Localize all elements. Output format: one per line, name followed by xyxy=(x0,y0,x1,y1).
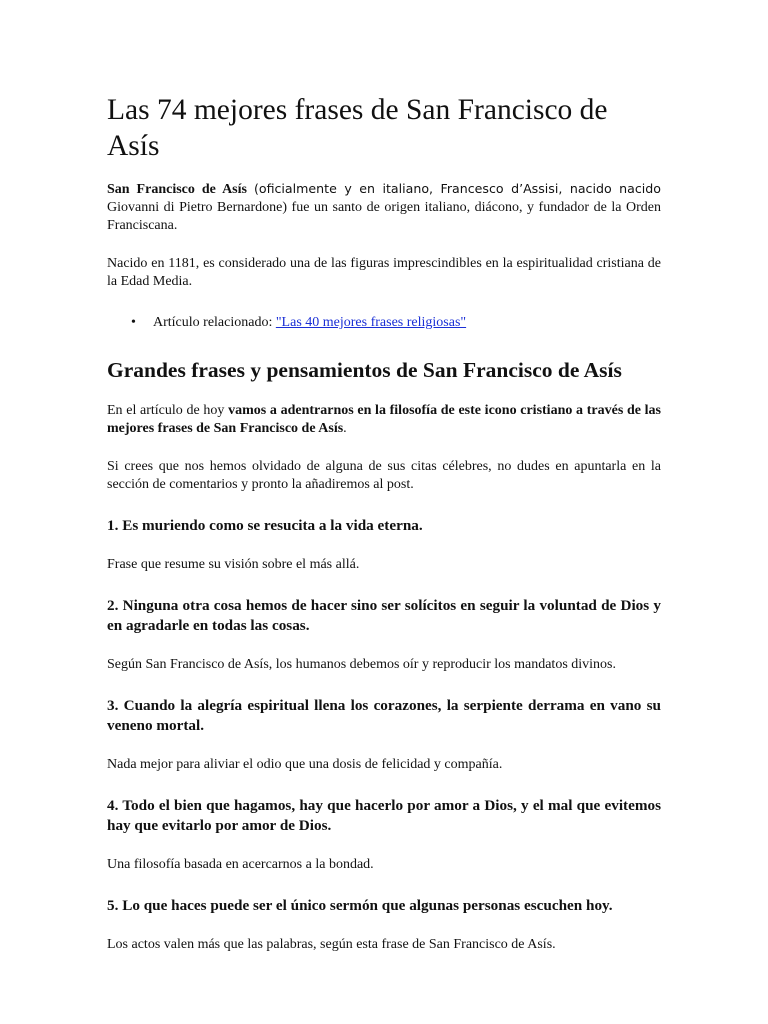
bullet-icon: • xyxy=(131,315,136,330)
quotes-list xyxy=(107,516,661,954)
quote-item xyxy=(107,696,661,774)
related-list xyxy=(107,314,661,332)
related-label: Artículo relacionado: xyxy=(153,315,276,330)
document-page xyxy=(107,92,661,954)
quote-description: Una filosofía basada en acercarnos a la bondad. xyxy=(107,857,374,872)
related-article-link[interactable]: "Las 40 mejores frases religiosas" xyxy=(275,315,467,330)
quote-heading: 1. Es muriendo como se resucita a la vida eterna. xyxy=(107,517,423,534)
intro-bold-name: San Francisco de Asís xyxy=(107,182,247,197)
quote-heading: 2. Ninguna otra cosa hemos de hacer sino ser solícitos en seguir la voluntad de Dios y en agradarle en todas las cosas. xyxy=(107,597,661,634)
intro-rest: Giovanni di Pietro Bernardone) fue un santo de origen italiano, diácono, y fundador de la Orden Franciscana. xyxy=(107,200,661,233)
quote-heading: 4. Todo el bien que hagamos, hay que hacerlo por amor a Dios, y el mal que evitemos hay que evitarlo por amor de Dios. xyxy=(107,797,661,834)
intro-parenthetical: (oficialmente y en italiano, Francesco d’Assisi, nacido nacido xyxy=(253,181,661,196)
birth-paragraph: Nacido en 1181, es considerado una de las figuras imprescindibles en la espiritualidad cristiana de la Edad Media. xyxy=(107,256,661,289)
quote-description: Nada mejor para aliviar el odio que una dosis de felicidad y compañía. xyxy=(107,757,503,772)
intro-paragraph xyxy=(107,180,661,235)
quote-item xyxy=(107,596,661,674)
section-intro-end: . xyxy=(343,421,347,436)
section-intro-paragraph xyxy=(107,402,661,438)
quote-description: Según San Francisco de Asís, los humanos debemos oír y reproducir los mandatos divinos. xyxy=(107,657,616,672)
page-title: Las 74 mejores frases de San Francisco de Asís xyxy=(107,94,608,162)
quote-item xyxy=(107,516,661,574)
quote-description: Los actos valen más que las palabras, según esta frase de San Francisco de Asís. xyxy=(107,937,556,952)
quote-description: Frase que resume su visión sobre el más allá. xyxy=(107,557,360,572)
section-intro-lead: En el artículo de hoy xyxy=(107,403,229,418)
quote-item xyxy=(107,896,661,954)
comments-paragraph: Si crees que nos hemos olvidado de alguna de sus citas célebres, no dudes en apuntarla en la sección de comentarios y pronto la añadiremos al post. xyxy=(107,459,661,492)
section-intro-bold: vamos a adentrarnos en la filosofía de este icono cristiano a través de las mejores frases de San Francisco de Asís xyxy=(107,403,661,436)
quote-heading: 3. Cuando la alegría espiritual llena los corazones, la serpiente derrama en vano su veneno mortal. xyxy=(107,697,661,734)
quote-heading: 5. Lo que haces puede ser el único sermón que algunas personas escuchen hoy. xyxy=(107,897,613,914)
related-list-item xyxy=(131,314,661,332)
section-heading: Grandes frases y pensamientos de San Francisco de Asís xyxy=(107,358,622,382)
quote-item xyxy=(107,796,661,874)
